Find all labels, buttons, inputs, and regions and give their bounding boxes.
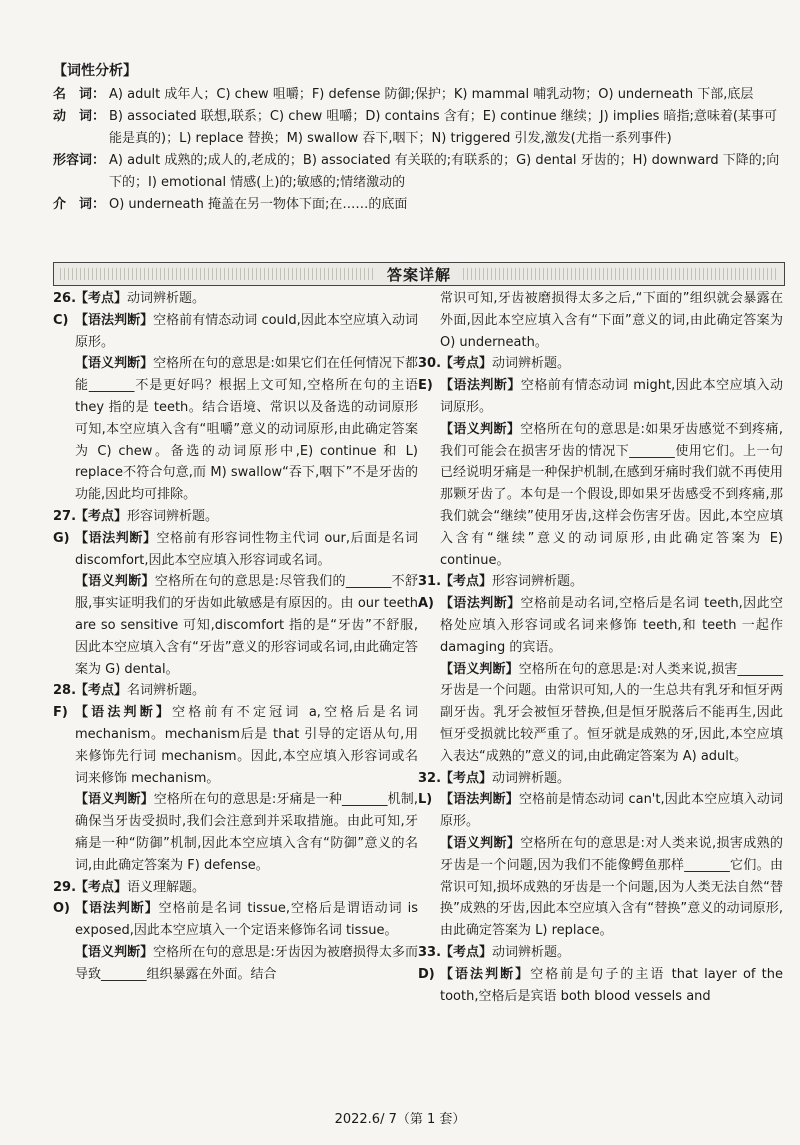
question-number: 32. — [418, 770, 442, 786]
point-text: 动词辨析题。 — [492, 944, 571, 960]
point-label: 【考点】 — [440, 574, 493, 590]
answer-letter: O) — [53, 901, 70, 917]
answer-grammar — [53, 898, 418, 942]
grammar-judgement — [75, 702, 418, 789]
semantic-label: 【语义判断】 — [75, 792, 154, 808]
answer-letter: A) — [418, 596, 435, 612]
question-header — [418, 768, 783, 790]
grammar-text: 空格前有情态动词 might,因此本空应填入动词原形。 — [440, 378, 783, 415]
point-text: 形容词辨析题。 — [127, 508, 219, 524]
question-point — [75, 288, 418, 310]
semantic-text: 空格所在句的意思是:牙痛是一种_______机制,确保当牙齿受损时,我们会注意到并采取措施。由此可知,牙痛是一种“防御”机制,因此本空应填入含有“防御”意义的名词,由此确定答案为 F) defense。 — [75, 792, 418, 873]
continued-text: 常识可知,牙齿被磨损得太多之后,“下面的”组织就会暴露在外面,因此本空应填入含有“下面”意义的词,由此确定答案为 O) underneath。 — [440, 291, 783, 350]
semantic-text: 空格所在句的意思是:牙齿因为被磨损得太多而导致_______组织暴露在外面。结合 — [75, 944, 418, 982]
semantic-label: 【语义判断】 — [440, 421, 521, 437]
semantic-label: 【语义判断】 — [440, 661, 519, 677]
right-column — [418, 288, 783, 1007]
answer-grammar — [53, 702, 418, 789]
point-text: 动词辨析题。 — [127, 291, 206, 306]
answer-grammar — [418, 964, 783, 1008]
vocab-row — [53, 106, 783, 150]
grammar-label: 【语法判断】 — [75, 901, 159, 917]
question-point — [75, 506, 418, 528]
point-text: 名词辨析题。 — [127, 683, 206, 699]
grammar-label: 【语法判断】 — [440, 378, 521, 394]
grammar-text: 空格前有不定冠词 a,空格后是名词 mechanism。mechanism后是 that 引导的定语从句,用来修饰先行词 mechanism。因此,本空应填入形容词或名词来修饰 mechanism。 — [75, 705, 418, 786]
point-text: 语义理解题。 — [127, 879, 206, 895]
question-point — [440, 768, 783, 790]
semantic-label: 【语义判断】 — [75, 356, 154, 372]
answer-letter: L) — [418, 792, 433, 808]
point-label: 【考点】 — [440, 356, 493, 372]
semantic-judgement — [418, 659, 783, 768]
grammar-judgement — [440, 964, 783, 1008]
grammar-text: 空格前有形容词性物主代词 our,后面是名词 discomfort,因此本空应填入形容词或名词。 — [75, 530, 418, 568]
semantic-text: 空格所在句的意思是:如果牙齿感觉不到疼痛,我们可能会在损害牙齿的情况下_______使用它们。上一句已经说明牙痛是一种保护机制,在感到牙痛时我们就不再使用那颗牙齿了。本句是一个假设,即如果牙齿感受不到疼痛,那我们就会“继续”使用牙齿,这样会伤害牙齿。因此,本空应填入含有“继续”意义的动词原形,由此确定答案为 E) continue。 — [440, 421, 783, 568]
answer-letter: E) — [418, 378, 433, 394]
grammar-text: 空格前有情态动词 could,因此本空应填入动词原形。 — [75, 312, 418, 350]
grammar-label: 【语法判断】 — [440, 966, 531, 982]
question-number: 26. — [53, 291, 77, 306]
point-label: 【考点】 — [75, 508, 128, 524]
grammar-label: 【语法判断】 — [75, 530, 157, 546]
answer-banner — [53, 262, 785, 286]
grammar-judgement — [75, 898, 418, 942]
question-point — [75, 877, 418, 899]
semantic-label: 【语义判断】 — [75, 574, 155, 590]
question-header — [418, 942, 783, 964]
answer-letter: G) — [53, 530, 70, 546]
vocab-row — [53, 194, 783, 216]
answer-grammar — [53, 310, 418, 354]
answer-grammar — [418, 789, 783, 833]
grammar-text: 空格前是情态动词 can't,因此本空应填入动词原形。 — [440, 792, 783, 830]
point-label: 【考点】 — [75, 291, 128, 306]
answer-letter: C) — [53, 312, 69, 328]
grammar-judgement — [440, 375, 783, 419]
question-number: 27. — [53, 508, 77, 524]
question-number: 28. — [53, 683, 77, 699]
semantic-judgement — [53, 789, 418, 876]
question-header — [53, 506, 418, 528]
grammar-judgement — [440, 789, 783, 833]
semantic-text: 空格所在句的意思是:对人类来说,损害_______牙齿是一个问题。由常识可知,人的一生总共有乳牙和恒牙两副牙齿。乳牙会被恒牙替换,但是恒牙脱落后不能再生,因此恒牙受损就比较严重了。恒牙就是成熟的牙,因此,本空应填入表达“成熟的”意义的词,由此确定答案为 A) adult。 — [440, 661, 783, 764]
question-point — [440, 942, 783, 964]
vocab-heading: 【词性分析】 — [53, 63, 137, 79]
question-header — [53, 877, 418, 899]
grammar-label: 【语法判断】 — [440, 792, 519, 808]
banner-hatch-right — [463, 268, 778, 280]
grammar-judgement — [75, 528, 418, 572]
pos-text: A) adult 成年人；C) chew 咀嚼；F) defense 防御;保护；K) mammal 哺乳动物；O) underneath 下部,底层 — [109, 87, 754, 102]
page-footer: 2022.6/ 7（第 1 套） — [334, 1112, 466, 1127]
question-header — [53, 680, 418, 702]
question-header — [53, 288, 418, 310]
vocab-row — [53, 150, 783, 194]
answer-letter: D) — [418, 966, 435, 982]
question-number: 33. — [418, 944, 442, 960]
banner-title: 答案详解 — [387, 265, 452, 284]
semantic-text: 空格所在句的意思是:对人类来说,损害成熟的牙齿是一个问题,因为我们不能像鳄鱼那样_______它们。由常识可知,损坏成熟的牙齿是一个问题,因为人类无法自然“替换”成熟的牙齿,因此本空应填入含有“替换”意义的动词原形,由此确定答案为 L) replace。 — [440, 835, 783, 939]
grammar-text: 空格前是名词 tissue,空格后是谓语动词 is exposed,因此本空应填入一个定语来修饰名词 tissue。 — [75, 901, 418, 939]
point-text: 形容词辨析题。 — [492, 574, 584, 590]
pos-text: B) associated 联想,联系；C) chew 咀嚼；D) contains 含有；E) continue 继续；J) implies 暗指;意味着(某事可能是真的)；L) replace 替换；M) swallow 吞下,咽下；N) triggered 引发,激发(尤指一系列事件) — [109, 109, 777, 146]
semantic-judgement — [53, 942, 418, 986]
vocab-analysis-section — [53, 60, 783, 216]
semantic-text: 空格所在句的意思是:如果它们在任何情况下都能_______不是更好吗？根据上文可知,空格所在句的主语 they 指的是 teeth。结合语境、常识以及备选的动词原形可知,本空应填入含有“咀嚼”意义的动词原形,由此确定答案为 C) chew。备选的动词原形中,E) continue 和 L) replace不符合句意,而 M) swallow“吞下,咽下”不是牙齿的功能,因此均可排除。 — [75, 356, 418, 503]
question-header — [418, 353, 783, 375]
point-label: 【考点】 — [75, 683, 128, 699]
pos-label: 动 词： — [53, 109, 106, 124]
grammar-judgement — [440, 593, 783, 658]
point-label: 【考点】 — [440, 944, 493, 960]
answer-letter: F) — [53, 705, 68, 721]
semantic-label: 【语义判断】 — [75, 944, 154, 960]
answer-grammar — [53, 528, 418, 572]
answer-grammar — [418, 593, 783, 658]
grammar-label: 【语法判断】 — [440, 596, 521, 612]
question-number: 31. — [418, 574, 442, 590]
grammar-text: 空格前是动名词,空格后是名词 teeth,因此空格处应填入形容词或名词来修饰 teeth,和 teeth 一起作 damaging 的宾语。 — [440, 596, 783, 655]
question-number: 29. — [53, 879, 77, 895]
semantic-judgement — [53, 571, 418, 680]
grammar-text: 空格前是句子的主语 that layer of the tooth,空格后是宾语 both blood vessels and — [440, 966, 783, 1004]
semantic-judgement — [418, 419, 783, 572]
semantic-judgement — [418, 833, 783, 942]
grammar-judgement — [75, 310, 418, 354]
pos-label: 名 词： — [53, 87, 106, 102]
question-header — [418, 571, 783, 593]
vocab-rows — [53, 84, 783, 216]
question-point — [440, 571, 783, 593]
question-number: 30. — [418, 356, 442, 372]
grammar-label: 【语法判断】 — [75, 312, 154, 328]
pos-text: O) underneath 掩盖在另一物体下面;在……的底面 — [109, 197, 408, 212]
semantic-judgement — [53, 353, 418, 506]
question-point — [440, 353, 783, 375]
pos-label: 形容词： — [53, 153, 106, 168]
pos-text: A) adult 成熟的;成人的,老成的；B) associated 有关联的;有联系的；G) dental 牙齿的；H) downward 下降的;向下的；I) emotional 情感(上)的;敏感的;情绪激动的 — [109, 153, 780, 190]
answer-grammar — [418, 375, 783, 419]
left-column — [53, 288, 418, 986]
vocab-row — [53, 84, 783, 106]
semantic-text: 空格所在句的意思是:尽管我们的_______不舒服,事实证明我们的牙齿如此敏感是有原因的。由 our teeth are so sensitive 可知,discomfort 指的是“牙齿”不舒服,因此本空应填入含有“牙齿”意义的形容词或名词,由此确定答案为 G) dental。 — [75, 574, 418, 677]
semantic-label: 【语义判断】 — [440, 835, 521, 851]
point-label: 【考点】 — [75, 879, 128, 895]
point-label: 【考点】 — [440, 770, 493, 786]
banner-hatch-left — [60, 268, 375, 280]
grammar-label: 【语法判断】 — [75, 705, 173, 721]
question-point — [75, 680, 418, 702]
point-text: 动词辨析题。 — [492, 770, 571, 786]
pos-label: 介 词： — [53, 197, 106, 212]
point-text: 动词辨析题。 — [492, 356, 571, 372]
